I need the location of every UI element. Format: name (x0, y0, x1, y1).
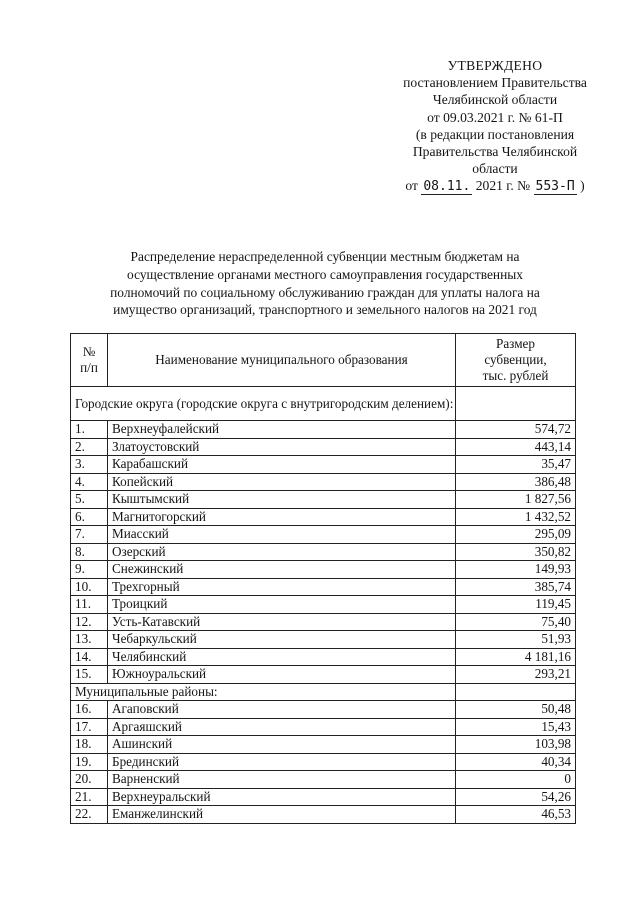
approval-line: от 09.03.2021 г. № 61-П (427, 109, 563, 125)
row-number: 3. (71, 456, 108, 474)
row-number: 19. (71, 753, 108, 771)
row-number: 16. (71, 701, 108, 719)
table-row (71, 771, 576, 789)
row-name: Копейский (108, 473, 456, 491)
row-name: Усть-Катавский (108, 613, 456, 631)
section-row (71, 387, 576, 421)
table-row (71, 526, 576, 544)
row-amount: 149,93 (456, 561, 576, 579)
approval-line: области (472, 161, 518, 177)
handwritten-number: 553-П (535, 179, 575, 195)
row-number: 13. (71, 631, 108, 649)
table-row (71, 596, 576, 614)
row-number: 12. (71, 613, 108, 631)
row-name: Еманжелинский (108, 806, 456, 824)
row-name: Брединский (108, 753, 456, 771)
header-num-line1: № (82, 344, 96, 359)
row-number: 20. (71, 771, 108, 789)
title-line: Распределение нераспределенной субвенции местным бюджетам на (130, 249, 520, 264)
date-prefix: от (405, 178, 418, 194)
row-amount: 119,45 (456, 596, 576, 614)
table-row (71, 578, 576, 596)
row-name: Верхнеуральский (108, 788, 456, 806)
row-name: Челябинский (108, 648, 456, 666)
row-number: 9. (71, 561, 108, 579)
row-amount: 574,72 (456, 421, 576, 439)
header-amount-line1: Размер (495, 336, 535, 351)
row-name: Чебаркульский (108, 631, 456, 649)
row-number: 7. (71, 526, 108, 544)
header-num-line2: п/п (80, 360, 98, 375)
table-row (71, 421, 576, 439)
row-name: Варненский (108, 771, 456, 789)
header-name: Наименование муниципального образования (108, 334, 456, 387)
title-line: осуществление органами местного самоуправления государственных (127, 266, 523, 282)
table-row (71, 631, 576, 649)
row-name: Карабашский (108, 456, 456, 474)
row-number: 17. (71, 718, 108, 736)
row-amount: 1 827,56 (456, 491, 576, 509)
row-number: 2. (71, 438, 108, 456)
table-row (71, 806, 576, 824)
table-header-row (71, 334, 576, 387)
row-amount: 293,21 (456, 666, 576, 684)
row-amount: 75,40 (456, 613, 576, 631)
row-name: Южноуральский (108, 666, 456, 684)
row-amount: 46,53 (456, 806, 576, 824)
header-amount-line2: субвенции, (484, 352, 547, 367)
table-row (71, 438, 576, 456)
row-amount: 295,09 (456, 526, 576, 544)
row-number: 1. (71, 421, 108, 439)
row-amount: 40,34 (456, 753, 576, 771)
row-name: Агаповский (108, 701, 456, 719)
approval-title: УТВЕРЖДЕНО (447, 58, 543, 73)
row-amount: 0 (456, 771, 576, 789)
row-name: Миасский (108, 526, 456, 544)
table-row (71, 508, 576, 526)
section-heading-urban: Городские округа (городские округа с внутригородским делением): (71, 387, 456, 421)
row-amount: 50,48 (456, 701, 576, 719)
table-row (71, 613, 576, 631)
table-row (71, 491, 576, 509)
handwritten-date: 08.11. (423, 179, 471, 195)
row-number: 10. (71, 578, 108, 596)
table-row (71, 753, 576, 771)
table-row (71, 543, 576, 561)
table-row (71, 561, 576, 579)
row-amount: 103,98 (456, 736, 576, 754)
row-name: Кыштымский (108, 491, 456, 509)
row-name: Троицкий (108, 596, 456, 614)
row-amount: 15,43 (456, 718, 576, 736)
approval-date-line (380, 177, 610, 195)
header-amount (456, 334, 576, 387)
table-row (71, 666, 576, 684)
approval-line: постановлением Правительства (403, 75, 587, 91)
row-number: 8. (71, 543, 108, 561)
table-row (71, 473, 576, 491)
document-title (70, 248, 580, 319)
header-amount-line3: тыс. рублей (482, 368, 549, 383)
row-number: 21. (71, 788, 108, 806)
table-row (71, 648, 576, 666)
table-row (71, 456, 576, 474)
row-name: Магнитогорский (108, 508, 456, 526)
row-amount: 54,26 (456, 788, 576, 806)
approval-line: Правительства Челябинской (412, 144, 578, 160)
table-row (71, 718, 576, 736)
row-number: 11. (71, 596, 108, 614)
row-name: Озерский (108, 543, 456, 561)
approval-line: Челябинской области (432, 92, 558, 108)
row-number: 22. (71, 806, 108, 824)
table-row (71, 701, 576, 719)
title-line: полномочий по социальному обслуживанию граждан для уплаты налога на (110, 284, 540, 300)
subvention-table (70, 333, 576, 824)
row-amount: 35,47 (456, 456, 576, 474)
row-number: 18. (71, 736, 108, 754)
row-number: 14. (71, 648, 108, 666)
date-suffix: ) (580, 178, 585, 194)
section-blank-cell (456, 683, 576, 701)
row-number: 5. (71, 491, 108, 509)
row-amount: 51,93 (456, 631, 576, 649)
section-row (71, 683, 576, 701)
row-amount: 443,14 (456, 438, 576, 456)
approval-stamp (380, 57, 610, 196)
row-number: 4. (71, 473, 108, 491)
row-name: Снежинский (108, 561, 456, 579)
row-amount: 4 181,16 (456, 648, 576, 666)
row-name: Ашинский (108, 736, 456, 754)
table-row (71, 736, 576, 754)
row-name: Аргаяшский (108, 718, 456, 736)
row-amount: 385,74 (456, 578, 576, 596)
section-blank-cell (456, 387, 576, 421)
row-name: Трехгорный (108, 578, 456, 596)
row-amount: 1 432,52 (456, 508, 576, 526)
row-number: 6. (71, 508, 108, 526)
header-num (71, 334, 108, 387)
row-number: 15. (71, 666, 108, 684)
table-row (71, 788, 576, 806)
date-year: 2021 г. № (475, 178, 531, 194)
title-line: имущество организаций, транспортного и земельного налогов на 2021 год (113, 302, 537, 318)
row-name: Верхнеуфалейский (108, 421, 456, 439)
approval-line: (в редакции постановления (415, 126, 575, 142)
row-amount: 386,48 (456, 473, 576, 491)
row-amount: 350,82 (456, 543, 576, 561)
row-name: Златоустовский (108, 438, 456, 456)
section-heading-districts: Муниципальные районы: (71, 683, 456, 701)
